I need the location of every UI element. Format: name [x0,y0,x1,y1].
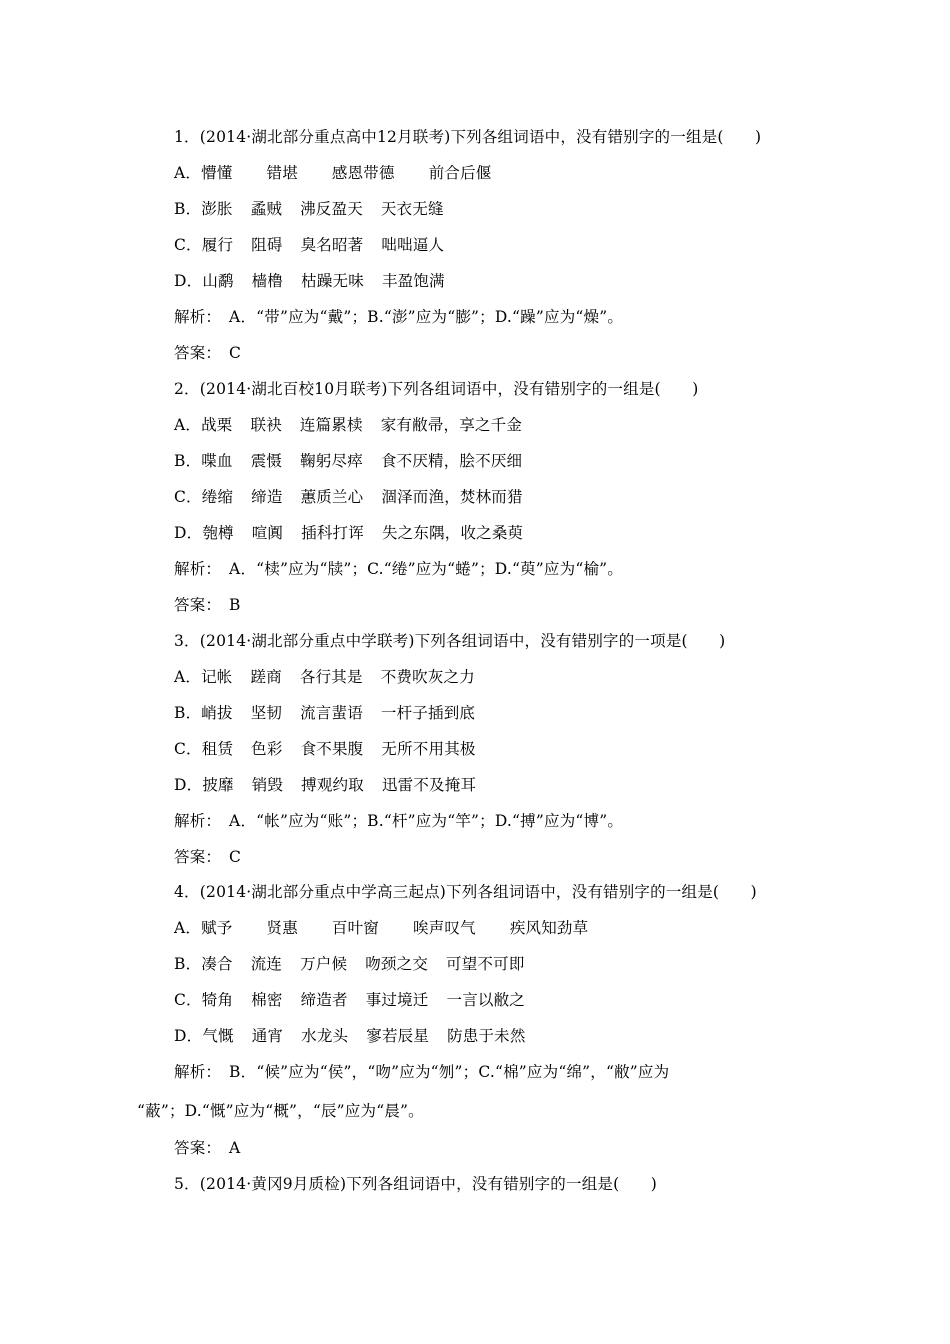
option-term: 疾风知劲草 [509,919,589,937]
option-term: 喋血 [201,452,233,470]
option-term: 通宵 [251,1027,284,1045]
option-term: 寥若辰星 [366,1027,430,1045]
option-label: D． [174,272,203,290]
option-term: 涸泽而渔，焚林而猎 [381,488,523,506]
question-2-option-a [174,415,522,435]
option-term: 澎胀 [201,200,233,218]
option-term: 吻颈之交 [365,955,429,973]
option-term: 履行 [201,236,234,254]
option-term: 坚韧 [250,704,283,722]
option-term: 不费吹灰之力 [380,668,475,686]
option-term: 震慑 [250,452,283,470]
option-term: 一杆子插到底 [380,704,476,722]
option-term: 蕙质兰心 [300,488,364,506]
option-term: 峭拔 [201,704,233,722]
question-3-stem: 3．(2014·湖北部分重点中学联考)下列各组词语中，没有错别字的一项是( ) [174,632,726,650]
option-term: 唉声叹气 [413,919,476,937]
option-term: 万户候 [300,955,348,973]
option-label: B． [174,704,202,722]
option-term: 山鹬 [202,272,234,290]
option-term: 销毁 [251,776,284,794]
option-label: C． [174,740,202,758]
question-4-option-b [174,954,525,974]
option-term: 联袂 [250,416,282,434]
option-term: 缔造者 [300,991,348,1009]
question-4-option-d [174,1026,526,1046]
option-term: 租赁 [201,740,234,758]
option-term: 缔造 [251,488,283,506]
question-4-stem: 4．(2014·湖北部分重点中学高三起点)下列各组词语中，没有错别字的一组是( ) [174,883,757,901]
option-term: 丰盈饱满 [381,272,445,290]
option-term: 阻碍 [251,236,283,254]
option-term: 各行其是 [299,668,363,686]
option-term: 凑合 [201,955,233,973]
question-3-option-c [174,739,476,759]
option-term: 臭名昭著 [300,236,364,254]
option-term: 连篇累椟 [299,416,363,434]
question-1-analysis: 解析： A．“带”应为“戴”；B.“澎”应为“膨”；D.“躁”应为“燥”。 [174,308,624,326]
option-term: 事过境迁 [365,991,429,1009]
question-2-stem: 2．(2014·湖北百校10月联考)下列各组词语中，没有错别字的一组是( ) [174,380,699,398]
option-term: 食不厌精，脍不厌细 [380,452,523,470]
option-term: 水龙头 [301,1027,349,1045]
option-term: 记帐 [201,668,233,686]
option-term: 咄咄逼人 [381,236,445,254]
question-4-option-c [174,990,525,1010]
option-term: 失之东隅，收之桑萸 [381,524,524,542]
question-4-option-a [174,918,588,938]
option-term: 懵懂 [201,164,233,182]
question-2-option-b [174,451,522,471]
option-term: 家有敝帚，享之千金 [380,416,523,434]
option-label: A． [174,919,202,937]
option-label: C． [174,991,202,1009]
option-term: 可望不可即 [446,955,525,973]
option-term: 迅雷不及掩耳 [381,776,477,794]
option-term: 枯躁无味 [301,272,364,290]
question-3-option-b [174,703,475,723]
option-term: 气慨 [202,1027,234,1045]
question-4-analysis-line-1: 解析： B．“候”应为“侯”，“吻”应为“刎”；C.“棉”应为“绵”，“敝”应为 [174,1063,670,1081]
question-1-option-c [174,235,444,255]
question-2-option-d [174,523,523,543]
option-label: A． [174,668,202,686]
option-term: 前合后偃 [428,164,492,182]
option-term: 防患于未然 [447,1027,526,1045]
question-3-analysis: 解析： A．“帐”应为“账”；B.“杆”应为“竿”；D.“搏”应为“博”。 [174,812,624,830]
option-term: 樯橹 [251,272,284,290]
option-term: 食不果腹 [300,740,364,758]
option-term: 色彩 [251,740,283,758]
option-label: B． [174,955,202,973]
option-term: 绻缩 [201,488,234,506]
question-4-answer: 答案： A [174,1139,241,1157]
option-term: 棉密 [251,991,283,1009]
option-term: 战栗 [201,416,233,434]
question-4-analysis-line-2: “蔽”；D.“慨”应为“概”，“辰”应为“晨”。 [137,1102,424,1120]
option-term: 流言蜚语 [300,704,363,722]
question-1-answer: 答案： C [174,344,242,362]
option-label: D． [174,776,203,794]
question-1-stem: 1．(2014·湖北部分重点高中12月联考)下列各组词语中，没有错别字的一组是( ) [174,128,762,146]
option-label: B． [174,200,202,218]
question-3-answer: 答案： C [174,848,242,866]
question-2-option-c [174,487,523,507]
option-label: C． [174,488,202,506]
option-label: B． [174,452,202,470]
question-3-option-d [174,775,476,795]
option-term: 鞠躬尽瘁 [300,452,363,470]
option-term: 犄角 [201,991,234,1009]
question-2-analysis: 解析： A．“椟”应为“牍”；C.“绻”应为“蜷”；D.“萸”应为“榆”。 [174,560,623,578]
option-term: 贤惠 [266,919,298,937]
option-term: 匏樽 [202,524,234,542]
option-term: 蟊贼 [250,200,283,218]
question-2-answer: 答案： B [174,596,241,614]
option-term: 天衣无缝 [380,200,444,218]
option-term: 披靡 [202,776,234,794]
option-term: 一言以敝之 [446,991,526,1009]
option-term: 感恩带德 [331,164,395,182]
option-label: A． [174,164,202,182]
option-term: 赋予 [201,919,233,937]
option-label: C． [174,236,202,254]
option-term: 搏观约取 [301,776,364,794]
question-1-option-a [174,163,492,183]
option-term: 百叶窗 [331,919,380,937]
option-label: D． [174,524,203,542]
option-term: 蹉商 [250,668,282,686]
option-term: 沸反盈天 [300,200,363,218]
question-1-option-b [174,199,444,219]
option-term: 喧阗 [251,524,284,542]
option-label: A． [174,416,202,434]
question-3-option-a [174,667,475,687]
option-term: 错堪 [266,164,298,182]
question-1-option-d [174,271,445,291]
option-label: D． [174,1027,203,1045]
question-5-stem: 5．(2014·黄冈9月质检)下列各组词语中，没有错别字的一组是( ) [174,1175,657,1193]
option-term: 无所不用其极 [381,740,476,758]
option-term: 插科打诨 [301,524,364,542]
option-term: 流连 [250,955,283,973]
